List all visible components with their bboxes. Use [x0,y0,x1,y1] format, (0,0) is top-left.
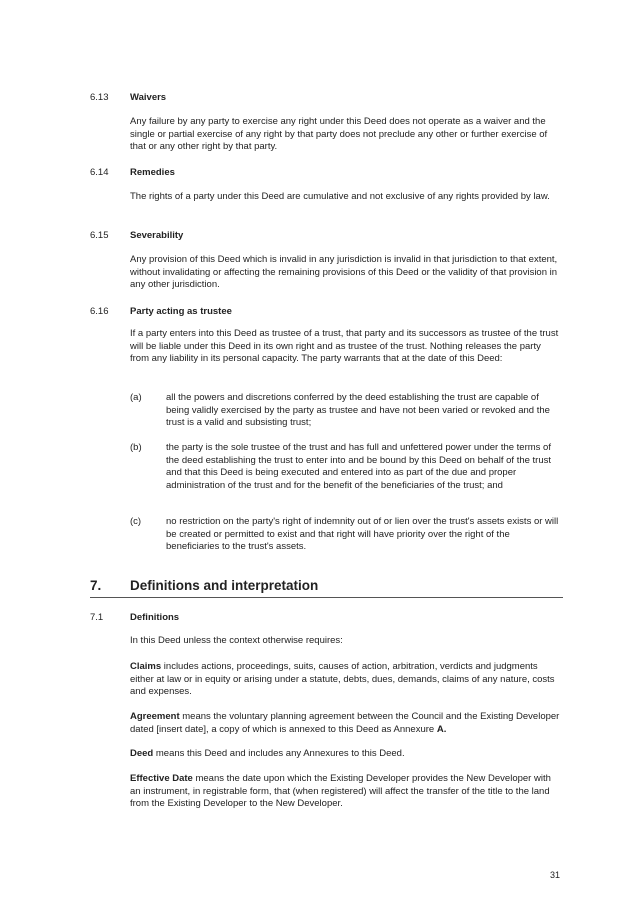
clause-heading: Remedies [130,167,175,178]
clause-text: Any provision of this Deed which is invalid in any jurisdiction is invalid in that jurisdiction to that extent, without invalidating or affecting the remaining provisions of this Deed or the validity of that provision in any other jurisdiction. [130,254,558,290]
clause-heading: Party acting as trustee [130,306,232,317]
clause-number: 6.14 [90,167,109,178]
definition-term: Deed [130,748,154,759]
section-title: Definitions and interpretation [130,578,319,593]
section-divider [90,597,563,598]
list-item-label: (c) [130,516,142,527]
list-item-label: (b) [130,442,142,453]
clause-text: Any failure by any party to exercise any right under this Deed does not operate as a waiver and the single or partial exercise of any right by that party does not preclude any other or further exercise of that or any other right by that party. [130,116,548,152]
clause-number: 6.13 [90,92,109,103]
definition-text: means this Deed and includes any Annexures to this Deed. [153,748,405,759]
clause-text: The rights of a party under this Deed are cumulative and not exclusive of any rights provided by law. [130,191,550,202]
clause-heading: Definitions [130,612,180,623]
definition-term: Claims [130,661,162,672]
section-number: 7. [90,578,102,593]
annexure-reference: A. [436,723,447,735]
definition-text: means the date upon which the Existing Developer provides the New Developer with an instrument, in registrable form, that (when registered) will affect the transfer of the title to the land from the Existing Developer to the New Developer. [130,773,551,809]
clause-number: 7.1 [90,612,104,623]
definition-effective-date [130,773,562,811]
clause-heading: Severability [130,230,184,241]
definition-term: Effective Date [130,773,193,784]
list-item-label: (a) [130,392,142,403]
clause-number: 6.15 [90,230,109,241]
definition-deed [130,748,562,761]
clause-text: If a party enters into this Deed as trustee of a trust, that party and its successors as trustee of the trust will be liable under this Deed in its own right and as trustee of the trust. Nothing releases the party from any liability in its personal capacity. The party warrants that at the date of this Deed: [130,328,559,364]
clause-number: 6.16 [90,306,109,317]
definition-text: includes actions, proceedings, suits, causes of action, arbitration, verdicts and judgments either at law or in equity or arising under a statute, debts, dues, demands, claims of any nature, costs and expenses. [130,661,555,697]
definition-text: means the voluntary planning agreement between the Council and the Existing Developer dated [insert date], a copy of which is annexed to this Deed as Annexure [130,711,560,735]
list-item-text: no restriction on the party's right of indemnity out of or lien over the trust's assets exists or will be created or permitted to exist and that right will have priority over the right of the beneficiaries to the trust's assets. [166,516,559,552]
definition-agreement [130,711,562,736]
definition-term: Agreement [130,711,180,722]
clause-heading: Waivers [130,92,167,103]
list-item-text: all the powers and discretions conferred by the deed establishing the trust are capable of being validly exercised by the party as trustee and have not been varied or revoked and the trust is a valid and subsisting trust; [166,392,550,428]
definition-claims [130,661,562,699]
list-item-text: the party is the sole trustee of the trust and has full and unfettered power under the terms of the deed establishing the trust to enter into and be bound by this Deed on behalf of the trust and that this Deed is being executed and entered into as part of the due and proper administration of the trust and for the benefit of the beneficiaries of the trust; and [166,442,552,491]
page-number: 31 [549,870,560,880]
clause-intro: In this Deed unless the context otherwise requires: [130,635,343,646]
